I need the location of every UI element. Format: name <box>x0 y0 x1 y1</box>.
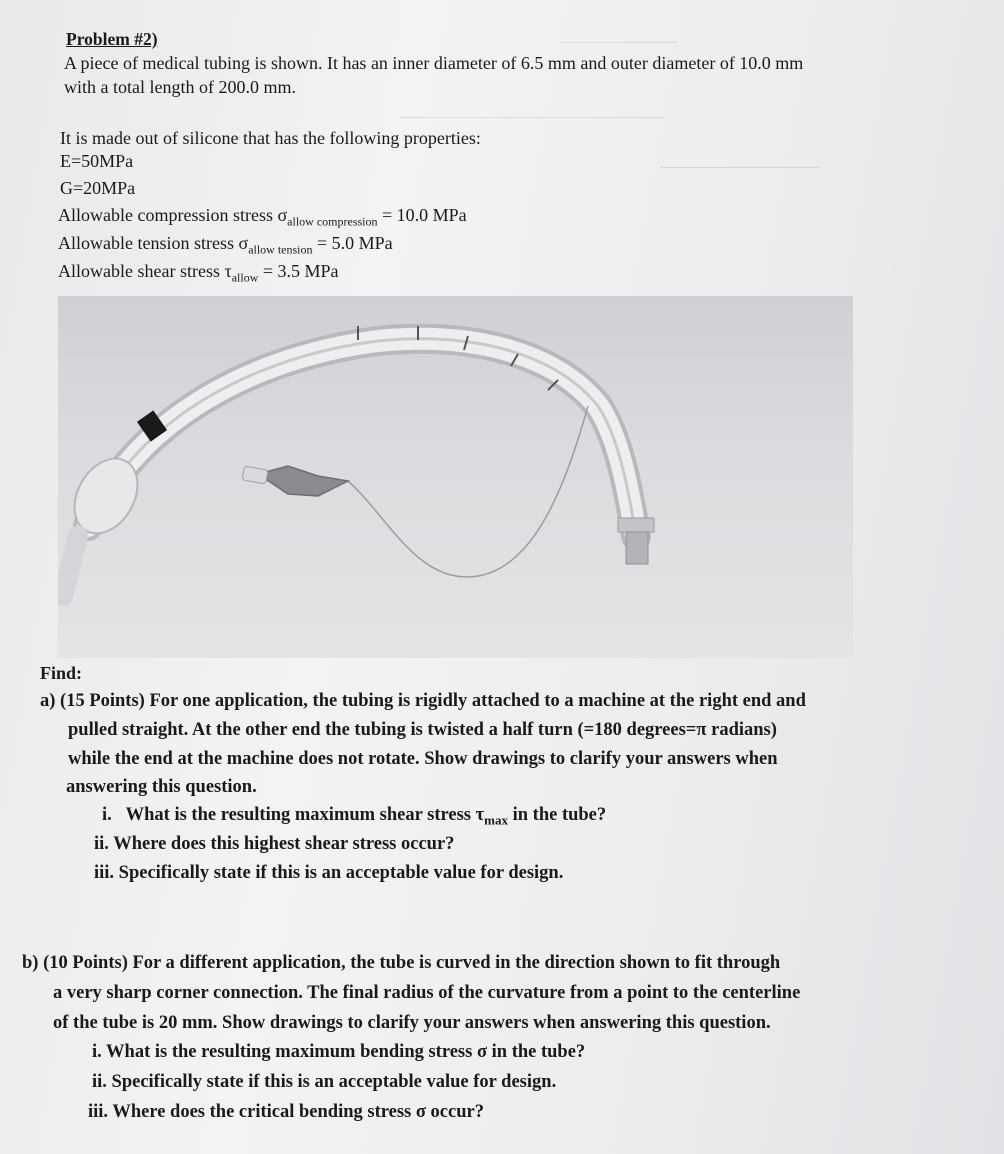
pilot-line <box>348 406 588 577</box>
problem-title: Problem #2) <box>66 29 158 49</box>
intro-line-2: with a total length of 200.0 mm. <box>64 77 296 97</box>
part-a-question-3: iii. Specifically state if this is an acceptable value for design. <box>94 863 564 883</box>
part-a-q1-subscript: max <box>484 812 508 828</box>
part-b-line-1: b) (10 Points) For a different application, the tube is curved in the direction shown to fit through <box>22 953 781 973</box>
tubing-illustration <box>58 296 853 658</box>
tube-tip <box>63 536 78 596</box>
pilot-valve-cap <box>242 466 268 484</box>
find-label: Find: <box>40 663 83 683</box>
part-a-line-4: answering this question. <box>66 777 257 797</box>
compression-subscript: allow compression <box>287 214 378 229</box>
part-b-question-1: i. What is the resulting maximum bending stress σ in the tube? <box>92 1042 586 1062</box>
shear-value: = 3.5 MPa <box>258 261 339 281</box>
shear-subscript: allow <box>231 270 259 285</box>
part-a-line-1: a) (15 Points) For one application, the tubing is rigidly attached to a machine at the right end and <box>40 691 806 711</box>
part-b-question-2: ii. Specifically state if this is an acceptable value for design. <box>92 1072 557 1092</box>
part-a-q1-end: in the tube? <box>507 805 607 825</box>
property-g: G=20MPa <box>60 178 136 198</box>
properties-heading: It is made out of silicone that has the following properties: <box>60 128 481 148</box>
tube-connector-end <box>626 532 648 564</box>
part-a-line-2: pulled straight. At the other end the tubing is twisted a half turn (=180 degrees=π radians) <box>68 720 777 740</box>
bleed-through-text: ─────────── <box>560 35 677 51</box>
part-a-question-2: ii. Where does this highest shear stress occur? <box>94 834 455 854</box>
tension-value: = 5.0 MPa <box>312 233 393 253</box>
tube-connector <box>618 518 654 532</box>
property-e: E=50MPa <box>60 151 134 171</box>
compression-label: Allowable compression stress σ <box>58 205 288 225</box>
part-a-line-3: while the end at the machine does not rotate. Show drawings to clarify your answers when <box>68 749 778 769</box>
compression-value: = 10.0 MPa <box>377 205 467 225</box>
bleed-through-text: ───────────────────────── <box>400 110 666 126</box>
shear-label: Allowable shear stress τ <box>58 261 232 281</box>
part-b-line-3: of the tube is 20 mm. Show drawings to clarify your answers when answering this question. <box>53 1013 771 1033</box>
property-compression <box>58 205 467 230</box>
property-tension <box>58 233 393 258</box>
part-a-question-1 <box>102 805 606 829</box>
property-shear <box>58 261 339 286</box>
tubing-photo <box>58 296 853 658</box>
tension-label: Allowable tension stress σ <box>58 233 249 253</box>
part-b-line-2: a very sharp corner connection. The final radius of the curvature from a point to the centerline <box>53 983 801 1003</box>
part-a-q1-text: What is the resulting maximum shear stress τ <box>125 805 485 825</box>
intro-line-1: A piece of medical tubing is shown. It has an inner diameter of 6.5 mm and outer diameter of 10.0 mm <box>64 53 804 73</box>
part-b-question-3: iii. Where does the critical bending stress σ occur? <box>88 1102 484 1122</box>
bleed-through-text: ─────────────── <box>660 160 820 176</box>
pilot-valve <box>258 466 348 496</box>
part-a-q1-number: i. <box>102 805 112 825</box>
tension-subscript: allow tension <box>248 242 313 257</box>
